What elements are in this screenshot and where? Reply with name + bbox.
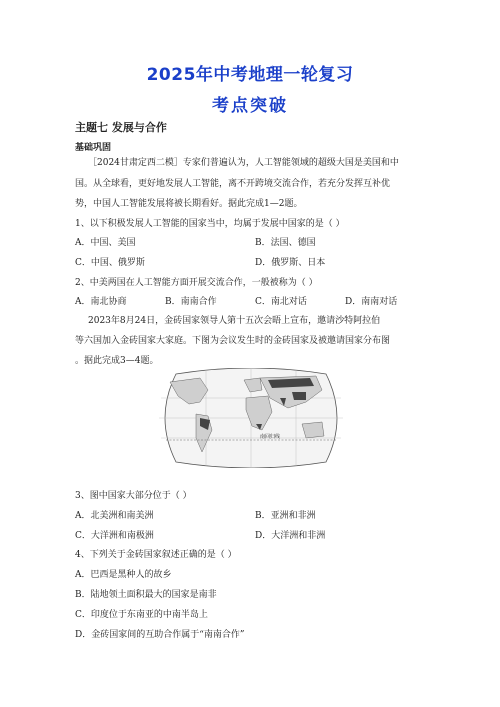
passage2-line3: 。据此完成3—4题。 bbox=[75, 356, 159, 366]
question-4-option-d: D．金砖国家间的互助合作属于“南南合作” bbox=[75, 630, 245, 640]
question-2-option-c: C．南北对话 bbox=[255, 297, 307, 307]
question-1-option-d: D．俄罗斯、日本 bbox=[255, 258, 326, 268]
question-2-stem: 2、中美两国在人工智能方面开展交流合作，一般被称为（ ） bbox=[75, 278, 318, 288]
question-2-option-b: B．南南合作 bbox=[165, 297, 217, 307]
subsection-heading: 基础巩固 bbox=[75, 143, 112, 153]
passage1-line2: 国。从全球看，更好地发展人工智能，离不开跨境交流合作，若充分发挥互补优 bbox=[75, 179, 391, 189]
question-1-option-b: B．法国、德国 bbox=[255, 238, 316, 248]
question-1-option-c: C．中国、俄罗斯 bbox=[75, 258, 145, 268]
passage1-line3: 势，中国人工智能发展将被长期看好。据此完成1—2题。 bbox=[75, 199, 303, 209]
question-1-option-a: A．中国、美国 bbox=[75, 238, 136, 248]
question-2-option-a: A．南北协商 bbox=[75, 297, 127, 307]
tropic-of-capricorn-label: 南回归线 bbox=[260, 434, 281, 440]
question-3-option-b: B．亚洲和非洲 bbox=[255, 511, 316, 521]
question-4-option-a: A．巴西是黑种人的故乡 bbox=[75, 570, 172, 580]
question-4-option-c: C．印度位于东南亚的中南半岛上 bbox=[75, 610, 208, 620]
topic-heading: 主题七 发展与合作 bbox=[75, 121, 167, 134]
question-3-option-d: D．大洋洲和非洲 bbox=[255, 531, 326, 541]
document-subtitle: 考点突破 bbox=[212, 96, 288, 116]
passage2-line1: 2023年8月24日，金砖国家领导人第十五次会晤上宣布，邀请沙特阿拉伯 bbox=[88, 316, 381, 326]
question-1-stem: 1、以下积极发展人工智能的国家当中，均属于发展中国家的是（ ） bbox=[75, 219, 345, 229]
question-3-stem: 3、图中国家大部分位于（ ） bbox=[75, 491, 192, 501]
passage2-line2: 等六国加入金砖国家大家庭。下图为会议发生时的金砖国家及被邀请国家分布图 bbox=[75, 336, 391, 346]
question-3-option-a: A．北美洲和南美洲 bbox=[75, 511, 154, 521]
question-4-stem: 4、下列关于金砖国家叙述正确的是（ ） bbox=[75, 550, 237, 560]
brics-world-map bbox=[156, 368, 346, 468]
question-3-option-c: C．大洋洲和南极洲 bbox=[75, 531, 154, 541]
passage1-line1: ［2024甘肃定西二模］专家们普遍认为，人工智能领域的超级大国是美国和中 bbox=[88, 158, 399, 168]
document-title: 2025年中考地理一轮复习 bbox=[146, 65, 354, 85]
question-4-option-b: B．陆地领土面积最大的国家是南非 bbox=[75, 590, 217, 600]
question-2-option-d: D．南南对话 bbox=[345, 297, 398, 307]
